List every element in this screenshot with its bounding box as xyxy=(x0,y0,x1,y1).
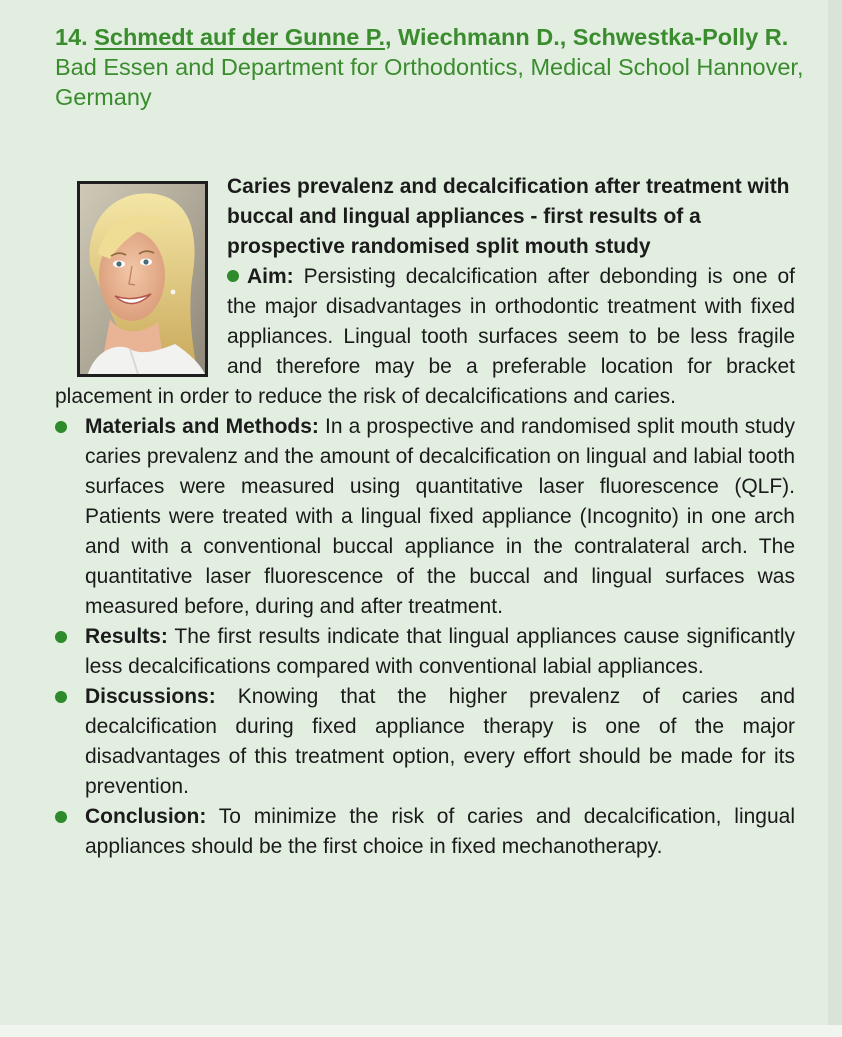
abstract-title: Caries prevalenz and decalcification after treatment with buccal and lingual appliances - first results of a prospective randomised split mouth study xyxy=(227,175,790,258)
author-list xyxy=(55,22,815,52)
discussions-text: Knowing that the higher prevalenz of caries and decalcification during fixed appliance therapy is one of the major disadvantages of this treatment option, every effort should be made for its prevention. xyxy=(85,685,795,798)
bullet-icon xyxy=(55,421,67,433)
presenting-author: Schmedt auf der Gunne P. xyxy=(94,24,385,50)
methods-text: In a prospective and randomised split mouth study caries prevalenz and the amount of decalcification on lingual and labial tooth surfaces were measured using quantitative laser fluorescence (QLF). Patients were treated with a lingual fixed appliance (Incognito) in one arch and with a conventional buccal appliance in the contralateral arch. The quantitative laser fluorescence of the buccal and lingual surfaces was measured before, during and after treatment. xyxy=(85,415,795,618)
page-bottom-edge xyxy=(0,1025,842,1037)
results-label: Results: xyxy=(85,625,168,648)
photo-text-wrap-spacer xyxy=(55,172,227,382)
bullet-icon xyxy=(55,811,67,823)
bullet-icon xyxy=(55,691,67,703)
conclusion-section xyxy=(55,802,795,862)
conclusion-label: Conclusion: xyxy=(85,805,207,828)
aim-text: Persisting decalcification after debonding is one of the major disadvantages in orthodontic treatment with fixed appliances. Lingual tooth surfaces seem to be less fragile and therefore may be a preferable location for bracket placement in order to reduce the risk of decalcifications and caries. xyxy=(55,265,795,408)
results-section xyxy=(55,622,795,682)
page-edge-shadow xyxy=(828,0,842,1037)
methods-label: Materials and Methods: xyxy=(85,415,319,438)
bullet-icon xyxy=(227,270,239,282)
bullet-icon xyxy=(55,631,67,643)
discussions-section xyxy=(55,682,795,802)
discussions-label: Discussions: xyxy=(85,685,216,708)
affiliation: Bad Essen and Department for Orthodontics, Medical School Hannover, Germany xyxy=(55,54,804,110)
abstract-number: 14. xyxy=(55,24,88,50)
methods-section xyxy=(55,412,795,622)
co-authors: , Wiechmann D., Schwestka-Polly R. xyxy=(384,24,789,50)
results-text: The first results indicate that lingual appliances cause significantly less decalcifications compared with conventional labial appliances. xyxy=(85,625,795,678)
conclusion-text: To minimize the risk of caries and decalcification, lingual appliances should be the first choice in fixed mechanotherapy. xyxy=(85,805,795,858)
abstract-header xyxy=(55,22,815,112)
abstract-body xyxy=(55,172,795,862)
aim-label: Aim: xyxy=(247,265,294,288)
